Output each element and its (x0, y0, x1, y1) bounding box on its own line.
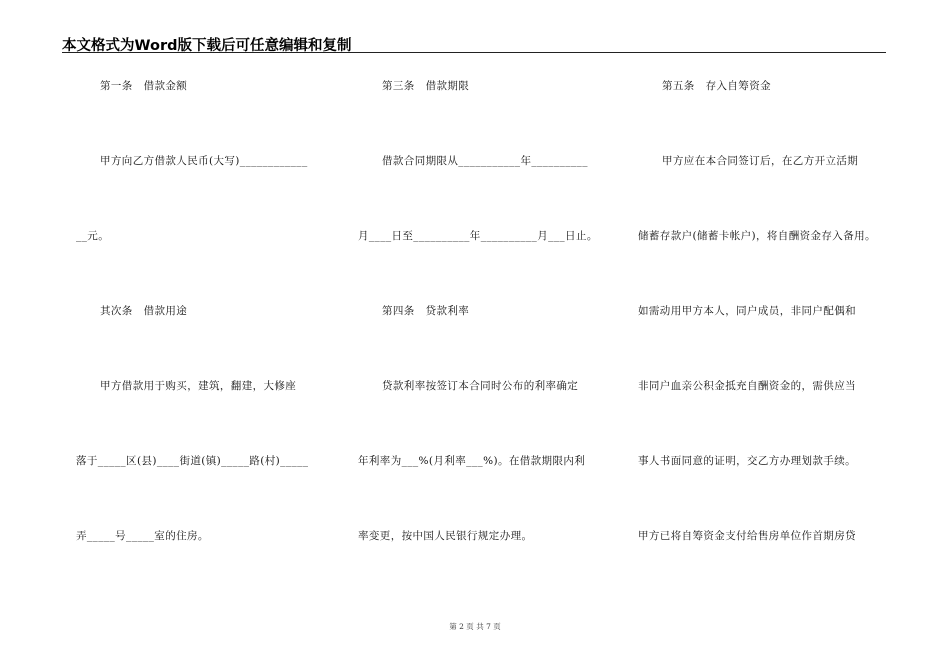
text-line: 储蓄存款户(储蓄卡帐户)，将自酬资金存入备用。 (638, 230, 876, 242)
text-line: 月____日至__________年__________月___日止。 (358, 230, 598, 242)
header-title: 本文格式为Word版下载后可任意编辑和复制 (62, 38, 352, 54)
article-2-heading: 其次条 借款用途 (100, 305, 188, 317)
page-number: 第 2 页 共 7 页 (449, 622, 501, 631)
text-line: 弄_____号_____室的住房。 (76, 530, 209, 542)
text-line: 甲方应在本合同签订后，在乙方开立活期 (662, 155, 859, 167)
article-4-heading: 第四条 贷款利率 (382, 305, 470, 317)
text-line: 甲方已将自筹资金支付给售房单位作首期房贷 (638, 530, 856, 542)
article-5-heading: 第五条 存入自筹资金 (662, 80, 771, 92)
text-line: 非同户血亲公积金抵充自酬资金的，需供应当 (638, 380, 856, 392)
text-line: 甲方向乙方借款人民币(大写)____________ (100, 155, 308, 167)
article-1-heading: 第一条 借款金额 (100, 80, 188, 92)
text-column-1 (76, 0, 336, 600)
text-line: __元。 (76, 230, 110, 242)
text-line: 借款合同期限从___________年__________ (382, 155, 588, 167)
text-line: 落于_____区(县)____街道(镇)_____路(村)_____ (76, 455, 309, 467)
text-line: 如需动用甲方本人，同户成员，非同户配偶和 (638, 305, 856, 317)
text-line: 贷款利率按签订本合同时公布的利率确定 (382, 380, 579, 392)
text-line: 甲方借款用于购买，建筑，翻建，大修座 (100, 380, 297, 392)
text-line: 事人书面同意的证明，交乙方办理划款手续。 (638, 455, 856, 467)
text-column-3 (638, 0, 908, 600)
text-column-2 (358, 0, 618, 600)
text-line: 率变更，按中国人民银行规定办理。 (358, 530, 533, 542)
text-line: 年利率为___%(月利率___%)。在借款期限内利 (358, 455, 586, 467)
article-3-heading: 第三条 借款期限 (382, 80, 470, 92)
